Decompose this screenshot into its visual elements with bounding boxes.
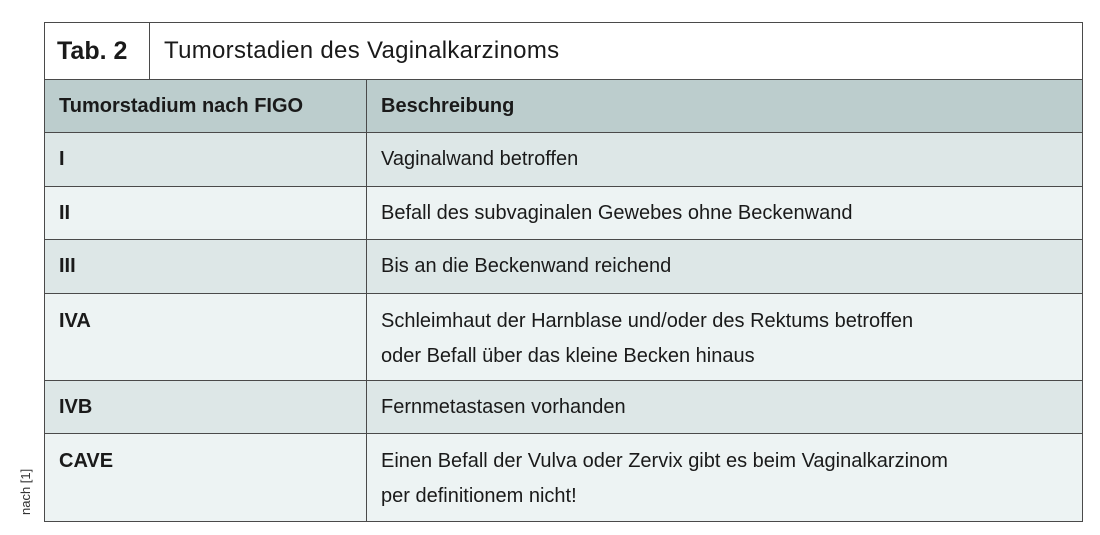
tumor-stage-table xyxy=(44,22,1083,522)
stage-cell: I xyxy=(45,133,367,186)
table-row xyxy=(45,381,1082,435)
stage-cell: IVB xyxy=(45,381,367,434)
table-header-row xyxy=(45,80,1082,133)
stage-cell: IVA xyxy=(45,294,367,380)
table-row xyxy=(45,240,1082,294)
table-row xyxy=(45,434,1082,521)
table-row xyxy=(45,187,1082,241)
stage-cell: II xyxy=(45,187,367,240)
description-cell: Bis an die Beckenwand reichend xyxy=(381,255,672,278)
description-cell: Vaginalwand betroffen xyxy=(381,148,579,171)
table-title-row xyxy=(45,23,1082,80)
description-line: Einen Befall der Vulva oder Zervix gibt es beim Vaginalkarzinom xyxy=(381,450,948,472)
description-cell: Befall des subvaginalen Gewebes ohne Beckenwand xyxy=(381,201,853,224)
table-title: Tumorstadien des Vaginalkarzinoms xyxy=(164,37,560,64)
description-line: Schleimhaut der Harnblase und/oder des Rektums betroffen xyxy=(381,309,914,332)
table-row xyxy=(45,133,1082,187)
source-note: nach [1] xyxy=(18,468,33,515)
stage-cell: CAVE xyxy=(45,434,367,521)
table-label: Tab. 2 xyxy=(45,23,150,79)
column-header-stage: Tumorstadium nach FIGO xyxy=(45,80,367,132)
stage-cell: III xyxy=(45,240,367,293)
description-line: per definitionem nicht! xyxy=(381,485,577,507)
column-header-description: Beschreibung xyxy=(381,95,515,117)
description-cell xyxy=(367,434,1082,521)
description-cell: Fernmetastasen vorhanden xyxy=(381,395,626,418)
description-line: oder Befall über das kleine Becken hinaus xyxy=(381,344,755,367)
table-row xyxy=(45,294,1082,381)
description-cell xyxy=(367,294,1082,380)
